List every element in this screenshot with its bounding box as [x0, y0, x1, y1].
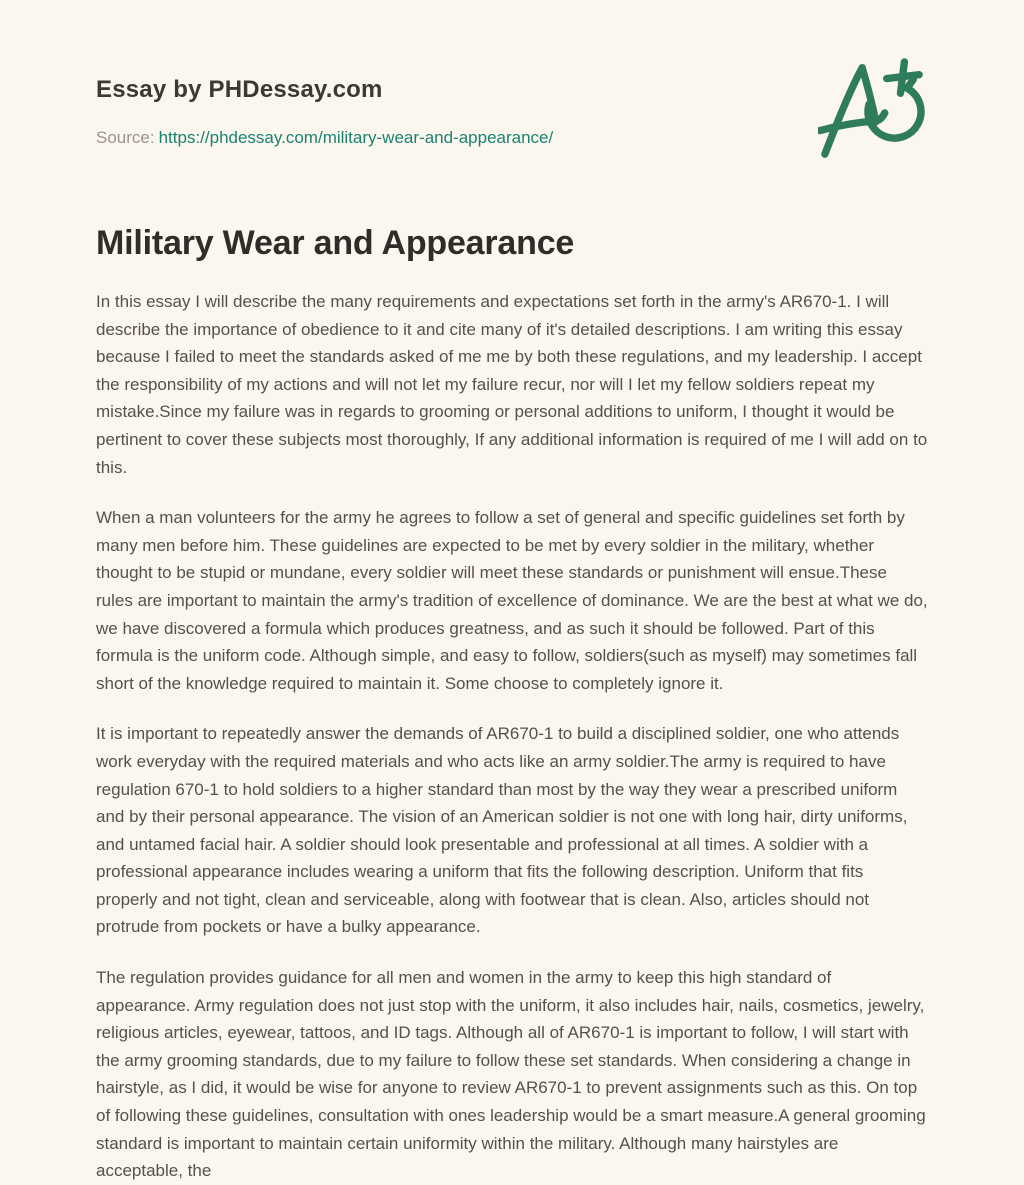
page-header — [96, 76, 928, 148]
source-line — [96, 128, 928, 148]
essay-paragraph-3: It is important to repeatedly answer the demands of AR670-1 to build a disciplined soldier, one who attends work everyday with the required materials and who acts like an army soldier.The army is required to have regulation 670-1 to hold soldiers to a higher standard than most by the way they wear a prescribed uniform and by their personal appearance. The vision of an American soldier is not one with long hair, dirty uniforms, and untamed facial hair. A soldier should look presentable and professional at all times. A soldier with a professional appearance includes wearing a uniform that fits the following description. Uniform that fits properly and not tight, clean and serviceable, along with footwear that is clean. Also, articles should not protrude from pockets or have a bulky appearance. — [96, 724, 908, 937]
essay-paragraph-2: When a man volunteers for the army he agrees to follow a set of general and specific guidelines set forth by many men before him. These guidelines are expected to be met by every soldier in the military, whether thought to be stupid or mundane, every soldier will meet these standards or punishment will ensue.These rules are important to maintain the army's tradition of excellence of dominance. We are the best at what we do, we have discovered a formula which produces greatness, and as such it should be followed. Part of this formula is the uniform code. Although simple, and easy to follow, soldiers(such as myself) may sometimes fall short of the knowledge required to maintain it. Some choose to completely ignore it. — [96, 508, 928, 693]
essay-paragraph-4: The regulation provides guidance for all men and women in the army to keep this high standard of appearance. Army regulation does not just stop with the uniform, it also includes hair, nails, cosmetics, jewelry, religious articles, eyewear, tattoos, and ID tags. Although all of AR670-1 is important to follow, I will start with the army grooming standards, due to my failure to follow these set standards. When considering a change in hairstyle, as I did, it would be wise for anyone to review AR670-1 to prevent assignments such as this. On top of following these guidelines, consultation with ones leadership would be a smart measure.A general grooming standard is important to maintain certain uniformity within the military. Although many hairstyles are acceptable, the — [96, 968, 926, 1181]
source-label: Source: — [96, 128, 155, 147]
essay-title: Military Wear and Appearance — [96, 224, 575, 262]
essay-body — [96, 288, 928, 1185]
site-brand-heading: Essay by PHDessay.com — [96, 76, 383, 103]
source-link[interactable]: https://phdessay.com/military-wear-and-appearance/ — [158, 128, 554, 147]
essay-paragraph-1: In this essay I will describe the many requirements and expectations set forth in the army's AR670-1. I will describe the importance of obedience to it and cite many of it's detailed descriptions. I am writing this essay because I failed to meet the standards asked of me me by both these regulations, and my leadership. I accept the responsibility of my actions and will not let my failure recur, nor will I let my fellow soldiers repeat my mistake.Since my failure was in regards to grooming or personal additions to uniform, I thought it would be pertinent to cover these subjects most thoroughly, If any additional information is required of me I will add on to this. — [96, 292, 928, 477]
